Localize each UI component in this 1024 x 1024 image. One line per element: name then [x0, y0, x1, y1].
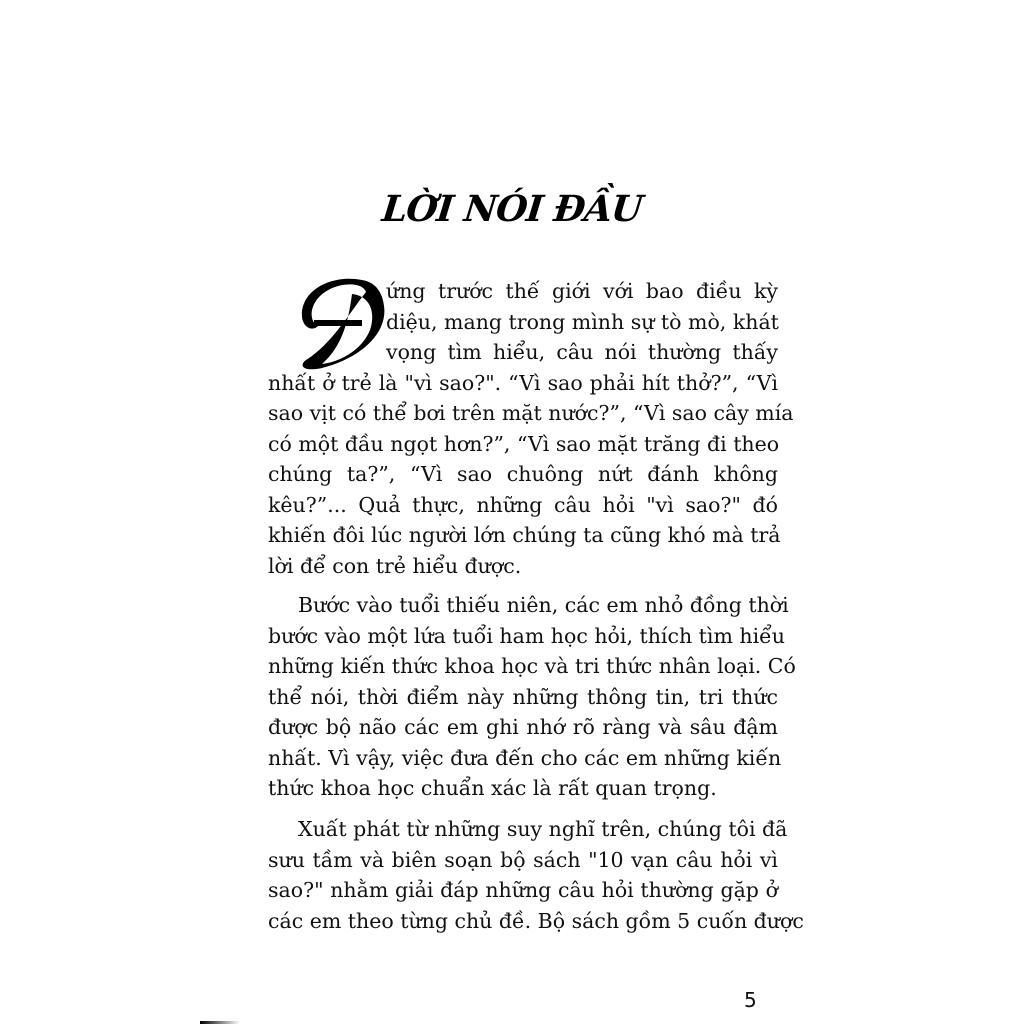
text-line: Xuất phát từ những suy nghĩ trên, chúng tôi đã: [298, 817, 788, 841]
text-line: thức khoa học chuẩn xác là rất quan trọng.: [268, 776, 717, 800]
text-line: thể nói, thời điểm này những thông tin, tri thức: [268, 684, 778, 709]
text-line: có một đầu ngọt hơn?”, “Vì sao mặt trăng đi theo: [268, 431, 780, 456]
page-title: LỜI NÓI ĐẦU: [380, 188, 644, 230]
text-line: sao vịt có thể bơi trên mặt nước?”, “Vì sao cây mía: [268, 401, 794, 425]
text-line: được bộ não các em ghi nhớ rõ ràng và sâu đậm: [268, 715, 778, 739]
text-line: các em theo từng chủ đề. Bộ sách gồm 5 cuốn được: [268, 908, 804, 933]
text-line: vọng tìm hiểu, câu nói thường thấy: [386, 340, 778, 364]
text-line: kêu?”... Quả thực, những câu hỏi "vì sao?" đó: [268, 492, 778, 517]
paragraph-2: [268, 590, 796, 804]
text-line: lời để con trẻ hiểu được.: [268, 553, 522, 578]
text-line: diệu, mang trong mình sự tò mò, khát: [386, 309, 779, 334]
text-line: sao?" nhằm giải đáp những câu hỏi thường gặp ở: [268, 878, 778, 902]
text-line: ứng trước thế giới với bao điều kỳ: [386, 279, 778, 303]
paragraph-1: [268, 276, 794, 581]
page-number: 5: [744, 988, 757, 1012]
text-line: khiến đôi lúc người lớn chúng ta cũng khó mà trả: [268, 523, 781, 547]
text-line: những kiến thức khoa học và tri thức nhân loại. Có: [268, 654, 796, 678]
text-line: chúng ta?”, “Vì sao chuông nứt đánh không: [268, 462, 778, 486]
text-line: bước vào một lứa tuổi ham học hỏi, thích tìm hiểu: [268, 623, 785, 648]
text-line: Bước vào tuổi thiếu niên, các em nhỏ đồng thời: [298, 593, 789, 617]
text-line: nhất ở trẻ là "vì sao?". “Vì sao phải hít thở?”, “Vì: [268, 370, 778, 395]
text-line: sưu tầm và biên soạn bộ sách "10 vạn câu hỏi vì: [268, 847, 778, 872]
paragraph-3: [268, 814, 804, 936]
text-line: nhất. Vì vậy, việc đưa đến cho các em những kiến: [268, 745, 782, 770]
